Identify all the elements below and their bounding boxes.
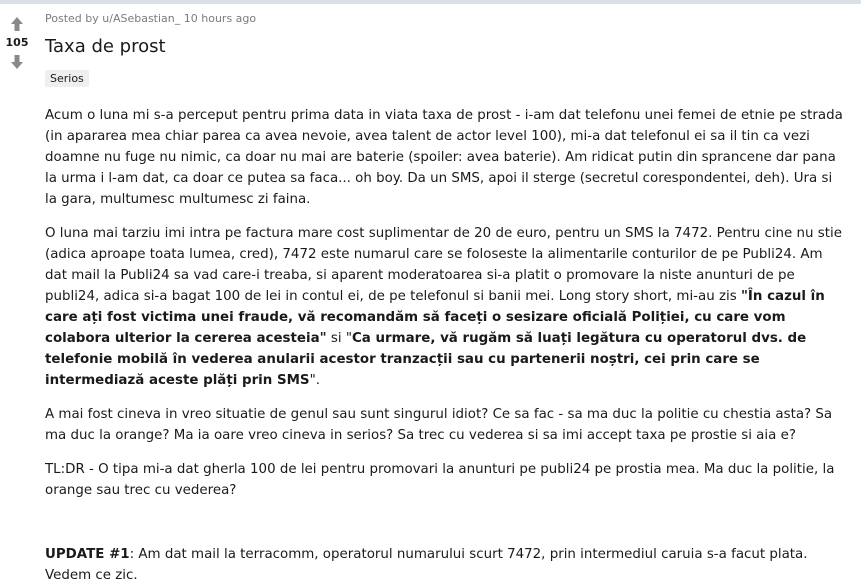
quote-1: "În cazul în care ați fost victima unei fraude, vă recomandăm să faceți o sesizare oficială Poliției, cu care vom colabora ulterior la cererea acesteia" [45,289,825,346]
top-border [0,0,861,4]
post-meta [45,12,845,26]
vote-count: 105 [5,36,29,49]
posted-by-label: Posted by [45,12,99,25]
post-flair[interactable]: Serios [45,70,89,87]
update-label: UPDATE #1 [45,547,130,562]
arrow-down-icon[interactable] [10,54,24,70]
post-title[interactable]: Taxa de prost [45,36,166,57]
update-paragraph [45,544,845,582]
paragraph-2-mid: si " [326,331,352,346]
quote-2: Ca urmare, vă rugăm să luați legătura cu operatorul dvs. de telefonie mobilă în vederea anularii acestor tranzacții sau cu partenerii noștri, cei prin care se intermediază aceste plăți prin SMS [45,331,807,388]
post [45,12,845,582]
body-paragraph-3: A mai fost cineva in vreo situatie de genul sau sunt singurul idiot? Ce sa fac - sa ma duc la politie cu chestia asta? Sa ma duc la orange? Ma ia oare vreo cineva in serios? Sa trec cu vederea si sa imi accept taxa pe prostie si aia e? [45,407,833,443]
body-paragraph-4: TL:DR - O tipa mi-a dat gherla 100 de lei pentru promovari la anunturi pe publi24 pe prostia mea. Ma duc la politie, la orange sau trec cu vederea? [45,462,835,498]
arrow-up-icon[interactable] [10,16,24,32]
body-paragraph-2 [45,223,845,391]
post-body [45,105,845,582]
paragraph-2-end: ". [309,373,320,388]
body-paragraph-1: Acum o luna mi s-a perceput pentru prima data in viata taxa de prost - i-am dat telefonu unei femei de etnie pe strada (in apararea mea chiar parea ca avea nevoie, avea talent de actor level 100), mi-a dat telefonul ei sa il tin ca vezi doamne nu fuge nu nimic, ca doar nu mai are baterie (spoiler: avea baterie). Am ridicat putin din sprancene dar pana la urma i l-am dat, ca doar ce putea sa faca... oh boy. Da un SMS, apoi il sterge (secretul corespondentei, deh). Ura si la gara, multumesc multumesc zi faina. [45,108,843,207]
update-text: : Am dat mail la terracomm, operatorul numarului scurt 7472, prin intermediul caruia s-a facut plata. Vedem ce zic. [45,547,808,582]
author-link[interactable]: u/ASebastian_ [102,12,181,25]
paragraph-2-text: O luna mai tarziu imi intra pe factura mare cost suplimentar de 20 de euro, pentru un SMS la 7472. Pentru cine nu stie (adica aproape toata lumea, cred), 7472 este numarul care se foloseste la alimentarile conturilor de pe Publi24. Am dat mail la Publi24 sa vad care-i treaba, si aparent moderatoarea si-a platit o promovare la niste anunturi de pe publi24, adica si-a bagat 100 de lei in contul ei, de pe telefonul si banii mei. Long story short, mi-au zis [45,226,842,304]
post-time[interactable]: 10 hours ago [183,12,257,25]
vote-column [0,10,34,70]
